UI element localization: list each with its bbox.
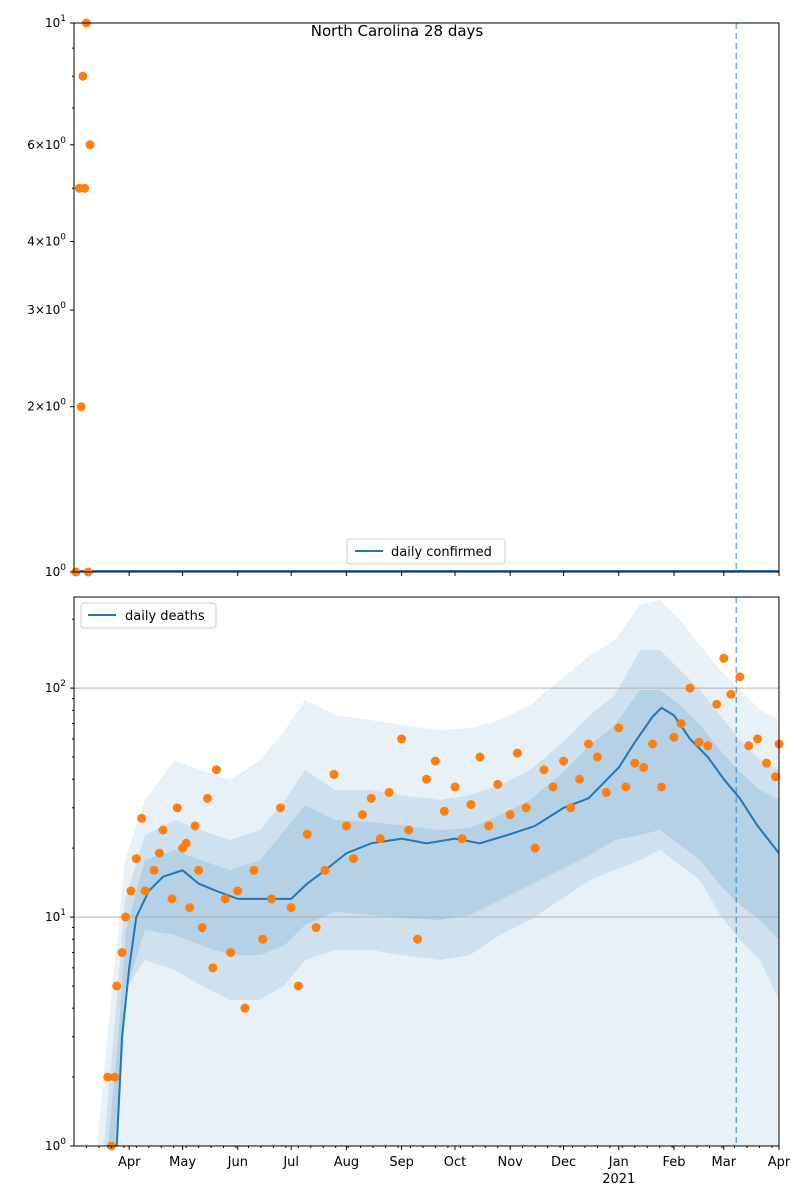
- data-point: [584, 739, 593, 748]
- data-point: [559, 757, 568, 766]
- data-point: [287, 903, 296, 912]
- data-point: [726, 690, 735, 699]
- y-tick-label: $4\times 10^0$: [27, 232, 66, 249]
- data-point: [575, 775, 584, 784]
- data-point: [685, 684, 694, 693]
- x-tick-label: Apr: [117, 1155, 141, 1170]
- data-point: [744, 741, 753, 750]
- data-point: [513, 749, 522, 758]
- data-point: [614, 723, 623, 732]
- data-point: [276, 803, 285, 812]
- data-point: [233, 886, 242, 895]
- x-tick-label: Jan: [608, 1155, 629, 1170]
- data-point: [203, 794, 212, 803]
- data-point: [566, 803, 575, 812]
- data-point: [431, 757, 440, 766]
- data-point: [240, 1004, 249, 1013]
- data-point: [593, 753, 602, 762]
- x-tick-label: May: [169, 1155, 197, 1170]
- data-point: [141, 886, 150, 895]
- data-point: [212, 765, 221, 774]
- data-point: [621, 782, 630, 791]
- data-point: [694, 738, 703, 747]
- data-point: [376, 834, 385, 843]
- data-point: [358, 810, 367, 819]
- y-tick-label: $10^1$: [44, 908, 66, 925]
- data-point: [719, 654, 728, 663]
- data-point: [118, 948, 127, 957]
- data-point: [112, 981, 121, 990]
- data-point: [397, 734, 406, 743]
- data-point: [367, 794, 376, 803]
- x-tick-label: Apr: [767, 1155, 791, 1170]
- y-tick-label: $2\times 10^0$: [27, 397, 66, 414]
- data-point: [312, 923, 321, 932]
- data-point: [249, 866, 258, 875]
- data-point: [677, 719, 686, 728]
- y-tick-label: $10^0$: [44, 563, 66, 579]
- data-point: [422, 775, 431, 784]
- x-tick-label: Aug: [333, 1155, 360, 1170]
- data-point: [342, 821, 351, 830]
- data-point: [440, 807, 449, 816]
- bottom-legend: [81, 603, 216, 628]
- chart-title: North Carolina 28 days: [310, 22, 484, 40]
- data-point: [173, 803, 182, 812]
- data-point: [506, 810, 515, 819]
- data-point: [753, 734, 762, 743]
- data-point: [77, 402, 86, 411]
- data-point: [467, 800, 476, 809]
- data-point: [121, 913, 130, 922]
- data-point: [132, 854, 141, 863]
- data-point: [602, 788, 611, 797]
- x-tick-label: Jun: [227, 1155, 248, 1170]
- data-point: [540, 765, 549, 774]
- data-point: [258, 935, 267, 944]
- data-point: [78, 72, 87, 81]
- data-point: [648, 739, 657, 748]
- data-point: [267, 894, 276, 903]
- x-tick-label: Jul: [283, 1155, 300, 1170]
- x-tick-label: Dec: [551, 1155, 577, 1170]
- x-year-label: 2021: [602, 1172, 636, 1187]
- x-tick-label: Sep: [389, 1155, 414, 1170]
- top-legend: [347, 539, 505, 564]
- data-point: [303, 830, 312, 839]
- data-point: [208, 963, 217, 972]
- legend-label-daily-confirmed: daily confirmed: [391, 545, 492, 560]
- data-point: [385, 788, 394, 797]
- data-point: [413, 935, 422, 944]
- data-point: [221, 894, 230, 903]
- data-point: [450, 782, 459, 791]
- data-point: [522, 803, 531, 812]
- x-tick-label: Mar: [711, 1155, 737, 1170]
- data-point: [110, 1073, 119, 1082]
- y-tick-label: $10^0$: [44, 1137, 66, 1153]
- data-point: [484, 821, 493, 830]
- data-point: [548, 782, 557, 791]
- data-point: [182, 839, 191, 848]
- data-point: [475, 753, 484, 762]
- data-point: [198, 923, 207, 932]
- y-tick-label: $10^2$: [44, 679, 66, 696]
- legend-label-daily-deaths: daily deaths: [125, 609, 205, 624]
- data-point: [159, 826, 168, 835]
- data-point: [294, 981, 303, 990]
- data-point: [155, 849, 164, 858]
- data-point: [226, 948, 235, 957]
- data-point: [639, 763, 648, 772]
- data-point: [404, 826, 413, 835]
- data-point: [630, 759, 639, 768]
- data-point: [349, 854, 358, 863]
- data-point: [150, 866, 159, 875]
- data-point: [458, 834, 467, 843]
- data-point: [493, 780, 502, 789]
- data-point: [669, 733, 678, 742]
- x-tick-label: Oct: [443, 1155, 467, 1170]
- y-tick-label: $6\times 10^0$: [27, 135, 66, 152]
- data-point: [191, 821, 200, 830]
- data-point: [735, 672, 744, 681]
- data-point: [712, 700, 721, 709]
- data-point: [657, 782, 666, 791]
- y-tick-label: $10^1$: [44, 14, 66, 30]
- data-point: [329, 770, 338, 779]
- data-point: [185, 903, 194, 912]
- y-tick-label: $3\times 10^0$: [27, 301, 66, 318]
- data-point: [762, 759, 771, 768]
- data-point: [167, 894, 176, 903]
- data-point: [703, 741, 712, 750]
- x-tick-label: Feb: [662, 1155, 686, 1170]
- data-point: [531, 844, 540, 853]
- data-point: [80, 184, 89, 193]
- data-point: [126, 886, 135, 895]
- data-point: [137, 814, 146, 823]
- data-point: [321, 866, 330, 875]
- x-tick-label: Nov: [497, 1155, 523, 1170]
- data-point: [194, 866, 203, 875]
- data-point: [86, 140, 95, 149]
